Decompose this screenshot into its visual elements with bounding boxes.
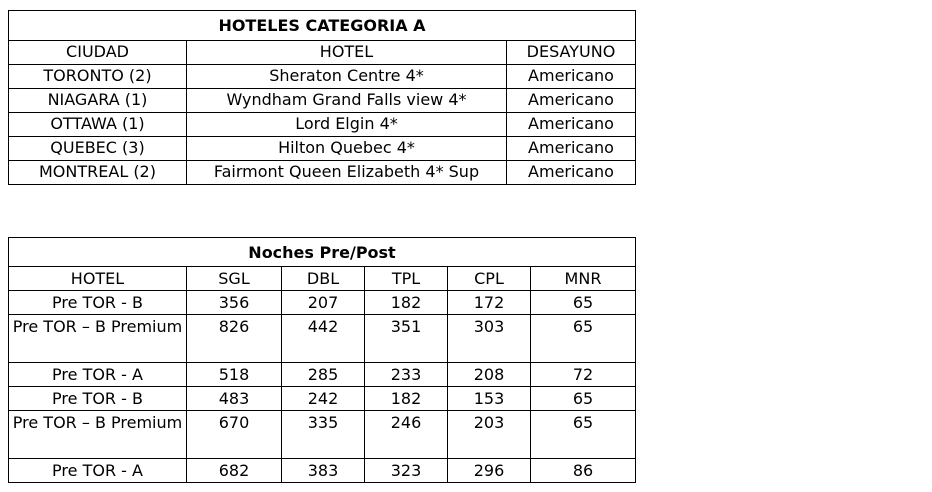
dbl-cell: 335: [282, 411, 365, 459]
hotel-cell: Pre TOR – B Premium: [9, 315, 187, 363]
cpl-cell: 172: [448, 291, 531, 315]
hotels-table-title: HOTELES CATEGORIA A: [9, 11, 636, 41]
sgl-cell: 356: [187, 291, 282, 315]
table-row: [9, 459, 636, 483]
hotel-cell: Pre TOR – B Premium: [9, 411, 187, 459]
sgl-cell: 670: [187, 411, 282, 459]
tpl-cell: 233: [365, 363, 448, 387]
nights-table-title: Noches Pre/Post: [9, 238, 636, 267]
tpl-cell: 351: [365, 315, 448, 363]
column-header-mnr: MNR: [531, 267, 636, 291]
hotel-cell: Wyndham Grand Falls view 4*: [187, 89, 507, 113]
cpl-cell: 296: [448, 459, 531, 483]
mnr-cell: 65: [531, 315, 636, 363]
tpl-cell: 182: [365, 387, 448, 411]
hotel-cell: Lord Elgin 4*: [187, 113, 507, 137]
cpl-cell: 303: [448, 315, 531, 363]
cpl-cell: 203: [448, 411, 531, 459]
table-row: [9, 291, 636, 315]
column-header-sgl: SGL: [187, 267, 282, 291]
cpl-cell: 208: [448, 363, 531, 387]
table-row: [9, 65, 636, 89]
sgl-cell: 518: [187, 363, 282, 387]
hotel-cell: Fairmont Queen Elizabeth 4* Sup: [187, 161, 507, 185]
dbl-cell: 242: [282, 387, 365, 411]
hotel-cell: Pre TOR - B: [9, 387, 187, 411]
tpl-cell: 323: [365, 459, 448, 483]
city-cell: OTTAWA (1): [9, 113, 187, 137]
table-row: [9, 315, 636, 363]
mnr-cell: 72: [531, 363, 636, 387]
tpl-cell: 246: [365, 411, 448, 459]
mnr-cell: 86: [531, 459, 636, 483]
dbl-cell: 285: [282, 363, 365, 387]
breakfast-cell: Americano: [507, 113, 636, 137]
hotel-cell: Pre TOR - B: [9, 291, 187, 315]
dbl-cell: 442: [282, 315, 365, 363]
mnr-cell: 65: [531, 387, 636, 411]
dbl-cell: 207: [282, 291, 365, 315]
sgl-cell: 682: [187, 459, 282, 483]
table-row: [9, 363, 636, 387]
city-cell: TORONTO (2): [9, 65, 187, 89]
column-header-desayuno: DESAYUNO: [507, 41, 636, 65]
tpl-cell: 182: [365, 291, 448, 315]
nights-header-row: [9, 267, 636, 291]
city-cell: QUEBEC (3): [9, 137, 187, 161]
column-header-ciudad: CIUDAD: [9, 41, 187, 65]
dbl-cell: 383: [282, 459, 365, 483]
hotel-cell: Hilton Quebec 4*: [187, 137, 507, 161]
hotels-header-row: [9, 41, 636, 65]
sgl-cell: 826: [187, 315, 282, 363]
hotel-cell: Sheraton Centre 4*: [187, 65, 507, 89]
nights-table: [8, 237, 636, 483]
table-row: [9, 411, 636, 459]
column-header-tpl: TPL: [365, 267, 448, 291]
column-header-hotel: HOTEL: [9, 267, 187, 291]
table-row: [9, 387, 636, 411]
table-row: [9, 89, 636, 113]
column-header-cpl: CPL: [448, 267, 531, 291]
table-row: [9, 161, 636, 185]
mnr-cell: 65: [531, 291, 636, 315]
mnr-cell: 65: [531, 411, 636, 459]
breakfast-cell: Americano: [507, 89, 636, 113]
cpl-cell: 153: [448, 387, 531, 411]
hotel-cell: Pre TOR - A: [9, 363, 187, 387]
breakfast-cell: Americano: [507, 137, 636, 161]
column-header-dbl: DBL: [282, 267, 365, 291]
city-cell: NIAGARA (1): [9, 89, 187, 113]
breakfast-cell: Americano: [507, 161, 636, 185]
breakfast-cell: Americano: [507, 65, 636, 89]
column-header-hotel: HOTEL: [187, 41, 507, 65]
sgl-cell: 483: [187, 387, 282, 411]
table-row: [9, 137, 636, 161]
city-cell: MONTREAL (2): [9, 161, 187, 185]
hotel-cell: Pre TOR - A: [9, 459, 187, 483]
table-row: [9, 113, 636, 137]
hotels-table: [8, 10, 636, 185]
